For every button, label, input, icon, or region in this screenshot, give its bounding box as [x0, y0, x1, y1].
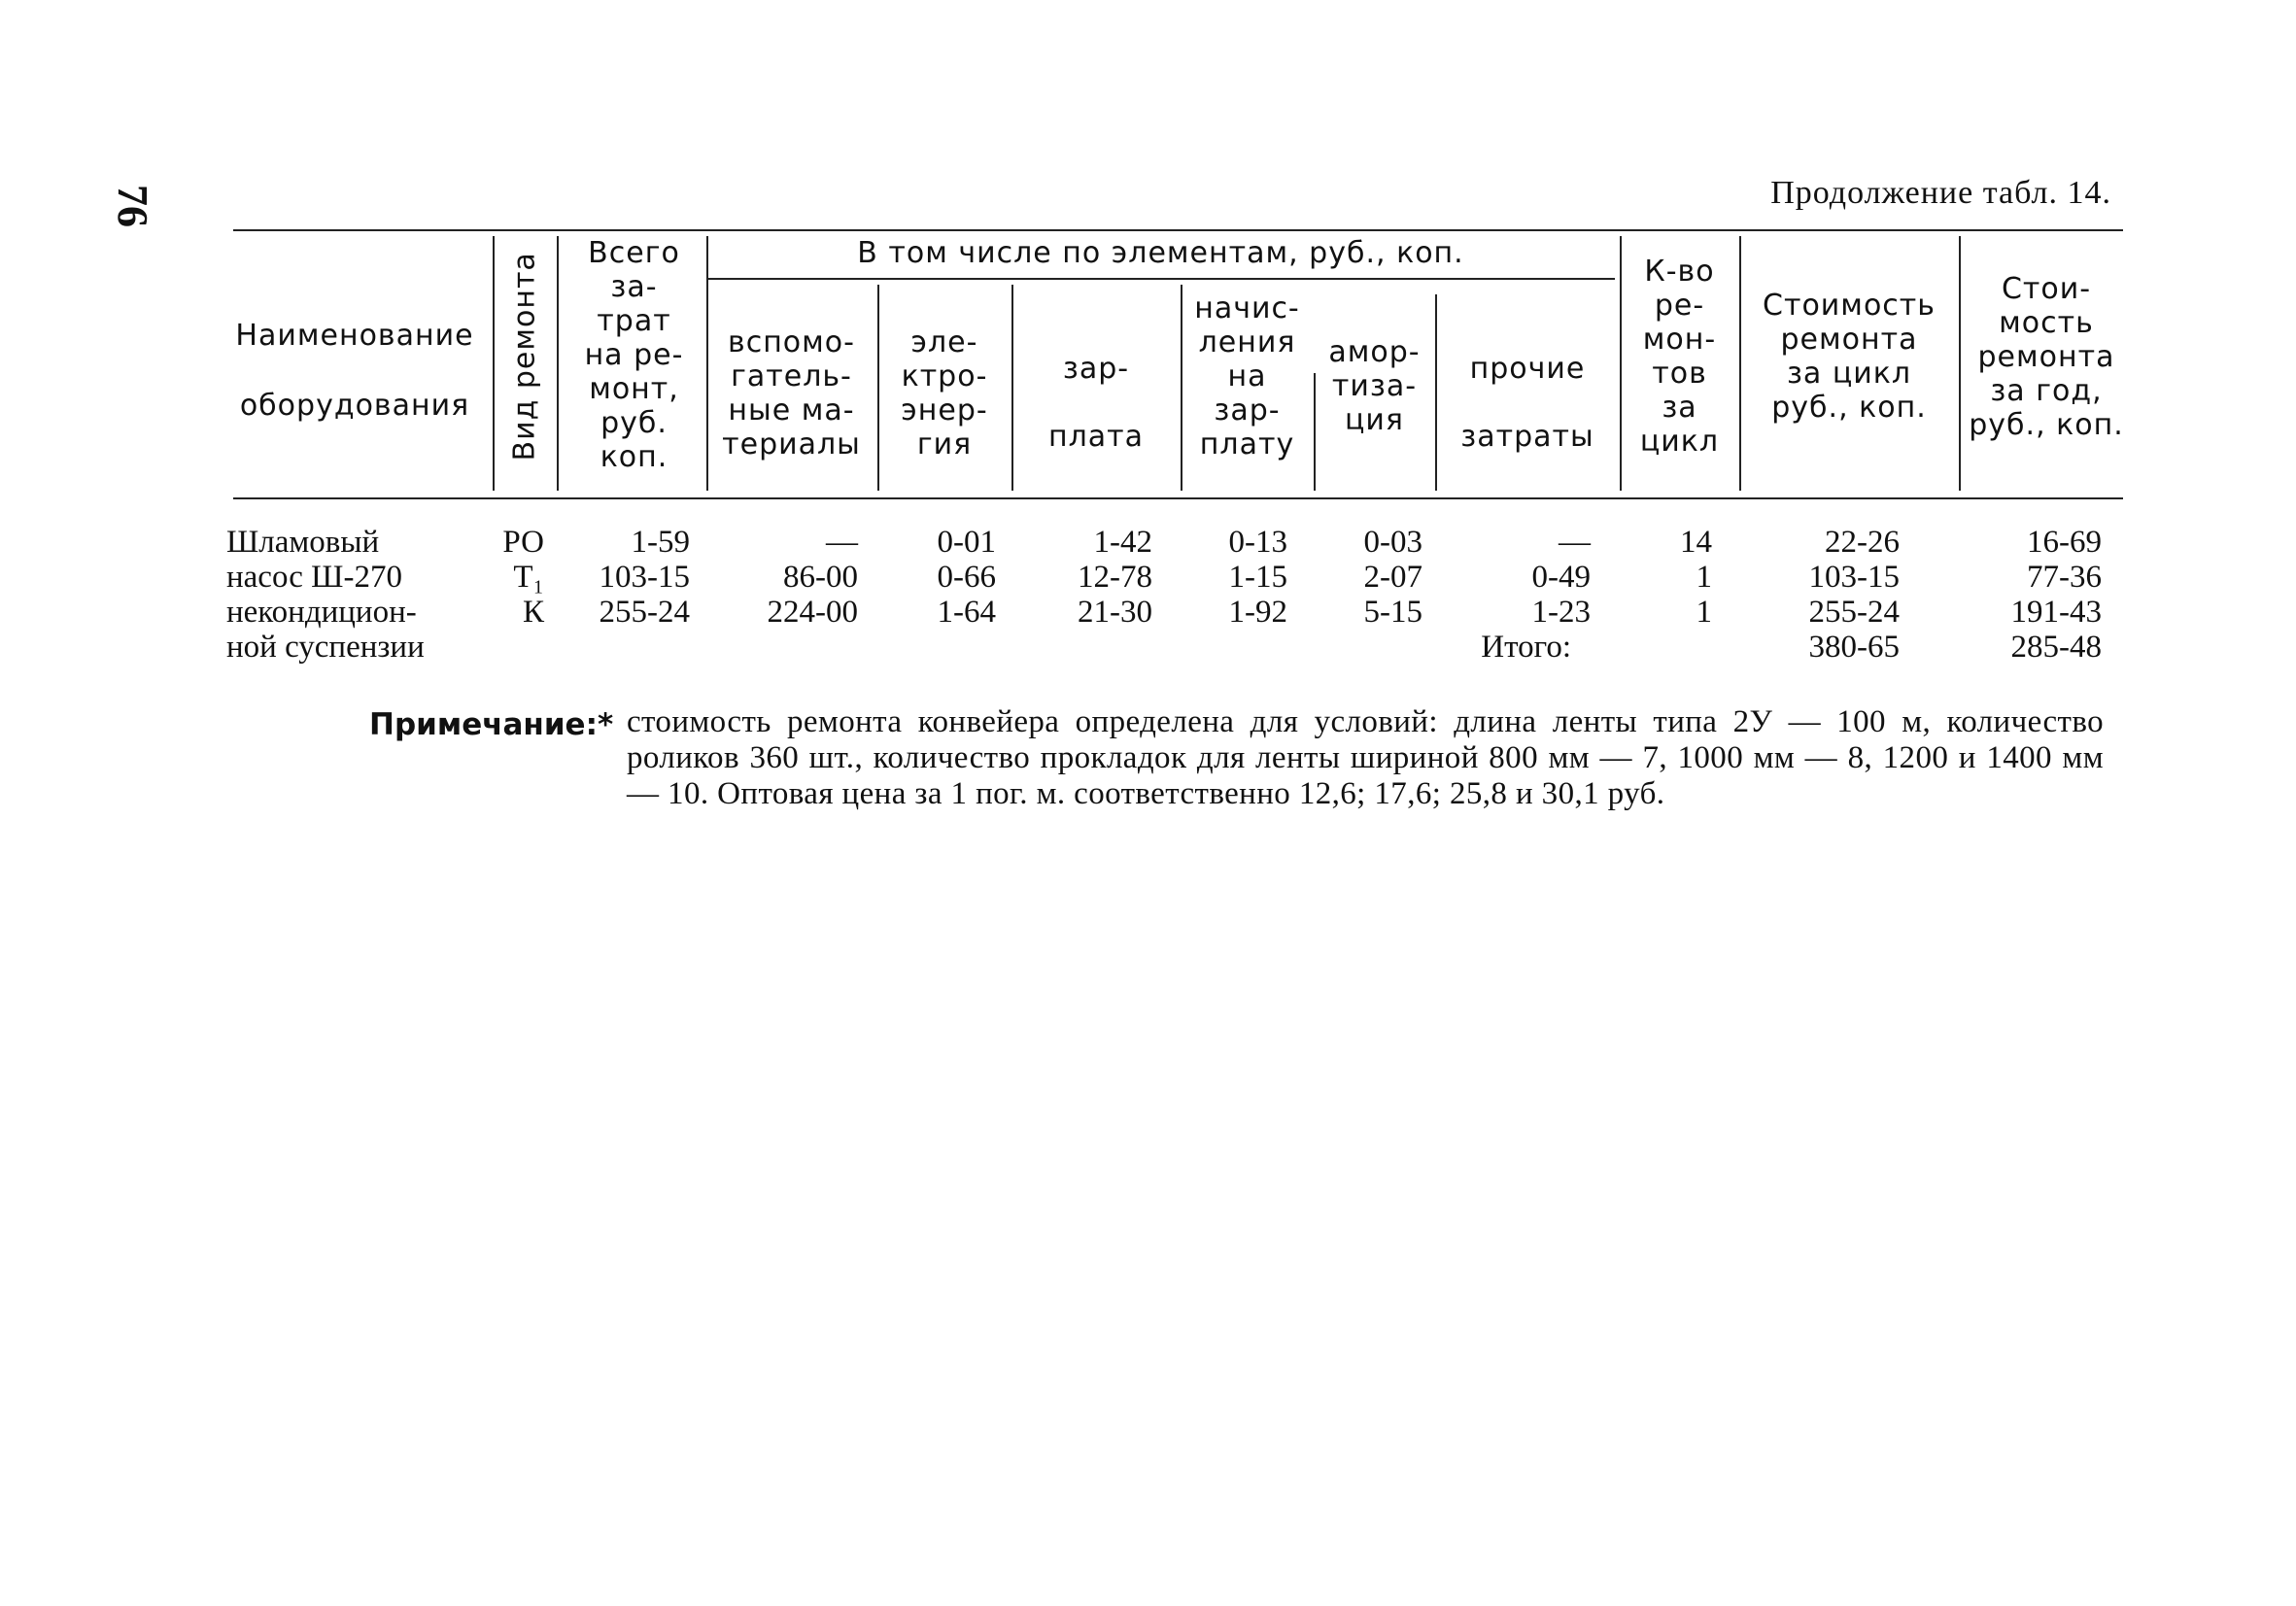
cost-per-cycle: 103-15	[1808, 560, 1900, 595]
accruals: 1-15	[1228, 560, 1287, 595]
repair-type: РО	[502, 525, 544, 560]
header-cost-cycle: Стоимость ремонта за цикл руб., коп.	[1763, 289, 1936, 425]
total-cost-per-year: 285-48	[2010, 630, 2102, 665]
equipment-name-line: Шламовый	[226, 525, 380, 560]
aux-materials: 224-00	[767, 595, 858, 630]
amortization: 5-15	[1363, 595, 1422, 630]
total-cost: 1-59	[631, 525, 690, 560]
header-cost-year: Стои- мость ремонта за год, руб., коп.	[1969, 272, 2124, 442]
equipment-name-line: некондицион-	[226, 595, 417, 630]
electricity: 0-66	[937, 560, 996, 595]
total-cost-per-cycle: 380-65	[1808, 630, 1900, 665]
header-electricity: эле- ктро- энер- гия	[901, 325, 988, 461]
equipment-name-line: насос Ш-270	[226, 560, 402, 595]
repair-count: 1	[1696, 560, 1712, 595]
repair-type: К	[522, 595, 544, 630]
header-group: В том числе по элементам, руб., коп.	[857, 236, 1464, 270]
other-costs: —	[1559, 525, 1591, 560]
group-header-rule	[706, 278, 1615, 280]
amortization: 0-03	[1363, 525, 1422, 560]
cost-per-cycle: 22-26	[1825, 525, 1900, 560]
cost-per-year: 77-36	[2027, 560, 2102, 595]
header-total: Всего за- трат на ре- монт, руб. коп.	[584, 236, 684, 474]
header-repair-type: Вид ремонта	[507, 252, 542, 461]
repair-count: 1	[1696, 595, 1712, 630]
electricity: 1-64	[937, 595, 996, 630]
accruals: 1-92	[1228, 595, 1287, 630]
salary: 21-30	[1078, 595, 1152, 630]
repair-type: Т₁	[513, 560, 544, 595]
header-amortization: амор- тиза- ция	[1328, 335, 1421, 437]
column-divider	[557, 236, 559, 491]
header-aux-materials: вспомо- гатель- ные ма- териалы	[722, 325, 861, 461]
note-label: Примечание:*	[369, 707, 614, 742]
aux-materials: —	[826, 525, 858, 560]
equipment-name-line: ной суспензии	[226, 630, 425, 665]
table-caption: Продолжение табл. 14.	[1770, 175, 2111, 211]
column-divider	[493, 236, 495, 491]
totals-label: Итого:	[1481, 630, 1571, 665]
cost-per-cycle: 255-24	[1808, 595, 1900, 630]
amortization: 2-07	[1363, 560, 1422, 595]
header-other: прочие затраты	[1460, 352, 1594, 454]
header-accruals: начис- ления на зар- плату	[1194, 291, 1300, 461]
total-cost: 255-24	[599, 595, 690, 630]
total-cost: 103-15	[599, 560, 690, 595]
note-text: стоимость ремонта конвейера определена для условий: длина ленты типа 2У — 100 м, количество роликов 360 шт., количество прокладок для ленты шириной 800 мм — 7, 1000 мм — 8, 1200 и 1400 мм — 10. Оптовая цена за 1 пог. м. соответственно 12,6; 17,6; 25,8 и 30,1 руб.	[627, 704, 2104, 811]
header-name: Наименование оборудования	[235, 319, 474, 423]
salary: 1-42	[1093, 525, 1152, 560]
other-costs: 0-49	[1531, 560, 1591, 595]
other-costs: 1-23	[1531, 595, 1591, 630]
aux-materials: 86-00	[783, 560, 858, 595]
table-header-bottom-rule	[233, 497, 2123, 499]
table-top-rule	[233, 229, 2123, 231]
cost-per-year: 191-43	[2010, 595, 2102, 630]
accruals: 0-13	[1228, 525, 1287, 560]
repair-count: 14	[1680, 525, 1712, 560]
salary: 12-78	[1078, 560, 1152, 595]
header-count: К-во ре- мон- тов за цикл	[1639, 255, 1720, 459]
page-number: 76	[109, 185, 156, 227]
header-salary: зар- плата	[1047, 352, 1145, 454]
electricity: 0-01	[937, 525, 996, 560]
cost-per-year: 16-69	[2027, 525, 2102, 560]
